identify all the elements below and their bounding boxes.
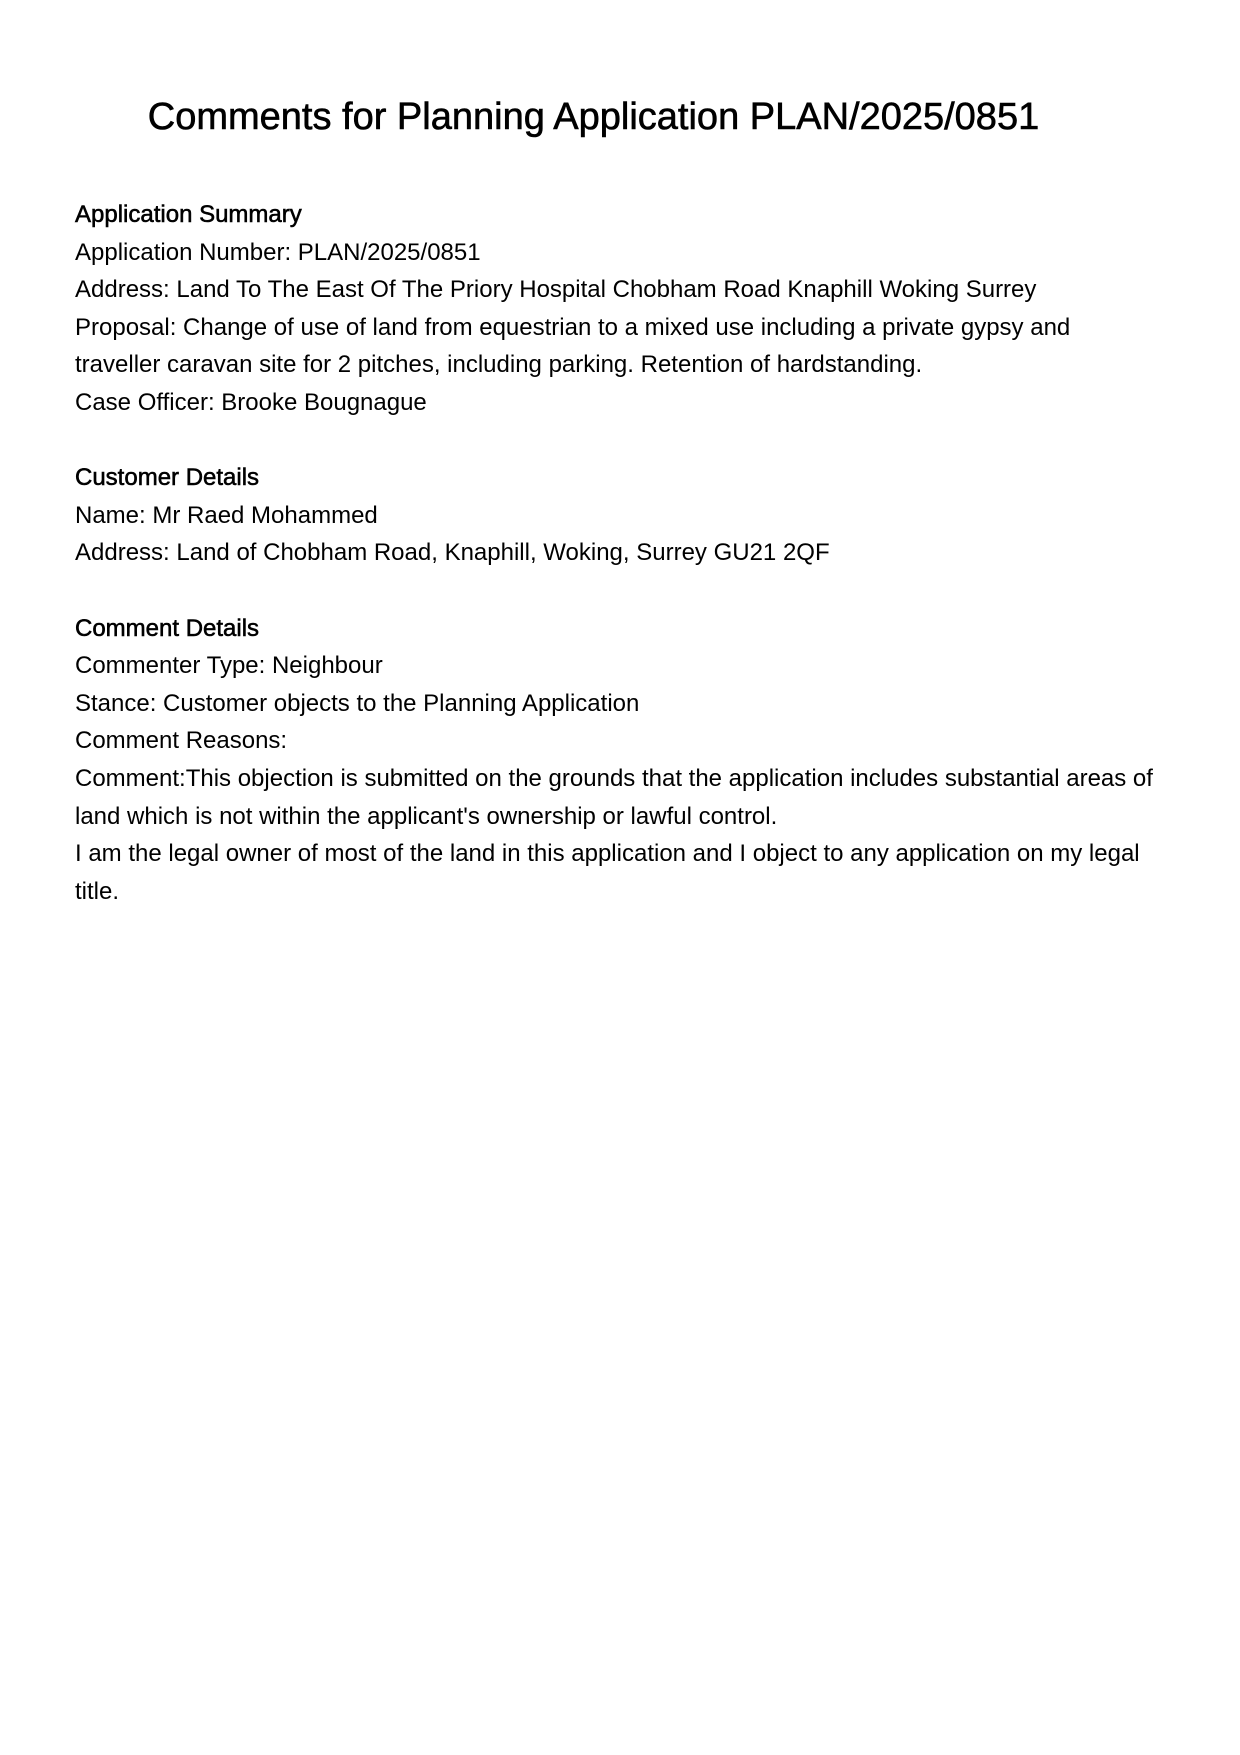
comment-reasons: Comment Reasons: [75, 727, 288, 755]
customer-details-section [75, 459, 1155, 572]
comment-details-heading: Comment Details [75, 614, 260, 642]
application-address: Address: Land To The East Of The Priory Hospital Chobham Road Knaphill Woking Surrey [75, 276, 1037, 304]
commenter-type: Commenter Type: Neighbour [75, 652, 383, 680]
comment-text: Comment:This objection is submitted on the grounds that the application includes substantial areas of land which is not within the applicant's ownership or lawful control. [75, 764, 1153, 830]
application-proposal: Proposal: Change of use of land from equestrian to a mixed use including a private gypsy and traveller caravan site for 2 pitches, including parking. Retention of hardstanding. [75, 313, 1071, 379]
customer-details-heading: Customer Details [75, 464, 260, 492]
comment-text-continued: I am the legal owner of most of the land in this application and I object to any application on my legal title. [75, 840, 1140, 905]
document-body [75, 196, 1155, 948]
application-summary-heading: Application Summary [75, 201, 302, 228]
application-number: Application Number: PLAN/2025/0851 [75, 238, 481, 266]
comment-details-section [75, 610, 1155, 911]
page-title: Comments for Planning Application PLAN/2025/0851 [147, 96, 1040, 138]
stance: Stance: Customer objects to the Planning Application [75, 689, 640, 717]
customer-address: Address: Land of Chobham Road, Knaphill, Woking, Surrey GU21 2QF [75, 539, 830, 567]
case-officer: Case Officer: Brooke Bougnague [75, 388, 427, 416]
customer-name: Name: Mr Raed Mohammed [75, 501, 378, 529]
application-summary-section [75, 196, 1155, 422]
